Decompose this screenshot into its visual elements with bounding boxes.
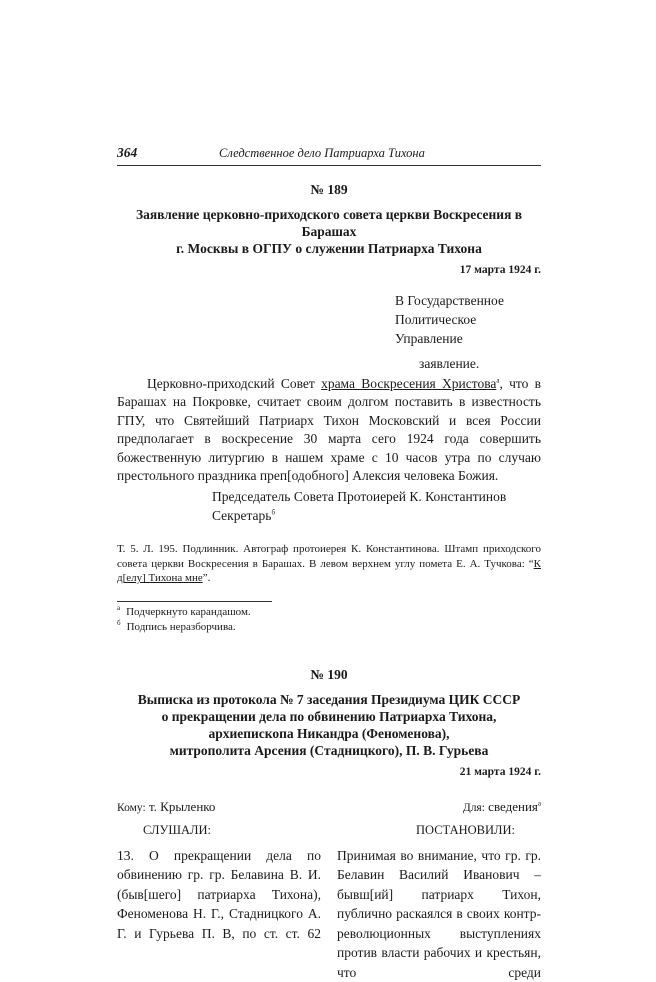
running-head <box>117 145 541 166</box>
archival-note: Т. 5. Л. 195. Подлинник. Автограф протоиерея К. Константинова. Штамп приходского совета церкви Воскресения в Барашах. В левом верхнем углу помета Е. А. Тучкова: “К д[елу] Тихона мне”. <box>117 543 541 585</box>
document-date: 17 марта 1924 г. <box>459 264 541 276</box>
title-line: о прекращении дела по обвинению Патриарха Тихона, <box>161 708 497 724</box>
title-line: Заявление церковно-приходского совета церкви Воскресения в Барашах <box>135 207 523 239</box>
addressee-line: В Государственное <box>395 293 504 308</box>
purpose: Для: сведения$^а$ <box>462 798 541 814</box>
signature-secretary: Секретарь$^б$ <box>212 508 275 524</box>
footnotes <box>117 605 541 635</box>
document-title <box>117 206 541 257</box>
body-prefix: Церковно-приходский Совет <box>147 376 322 391</box>
document-title <box>117 691 541 759</box>
footnote-divider <box>117 601 272 602</box>
signatures <box>212 487 541 525</box>
annotation-quote: К д[елу] Тихона мне <box>117 557 541 585</box>
signature-chairman: Председатель Совета Протоиерей К. Константинов <box>212 489 507 505</box>
column-header-resolved: ПОСТАНОВИЛИ: <box>416 822 515 837</box>
addressee-line: Политическое Управление <box>395 312 477 346</box>
footnote-marker: а <box>537 799 541 808</box>
addressee <box>395 291 541 348</box>
footnote: $^б$ Подпись неразборчива. <box>117 619 236 633</box>
recipient: Кому: т. Крыленко <box>117 798 216 814</box>
title-line: архиепископа Никандра (Феноменова), <box>208 725 450 741</box>
protocol-columns <box>117 846 541 982</box>
footnote: $^а$ Подчеркнуто карандашом. <box>117 604 251 618</box>
column-header-heard: СЛУШАЛИ: <box>143 822 211 837</box>
statement-label: заявление. <box>419 356 480 371</box>
title-line: митрополита Арсения (Стадницкого), П. В. Гурьева <box>169 742 489 758</box>
column-resolved-text: Принимая во внимание, что гр. гр. Белавин Василий Иванович – бывш[ий] патриарх Тихон, публично раскаялся в своих контр-революционных выступлениях против власти рабочих и крестьян, что среди <box>337 847 541 980</box>
column-heard-text: 13. О прекращении дела по обвинению гр. гр. Белавина В. И. (быв[шего] патриарха Тихона), Феноменова Н. Г., Стадницкого А. Г. и Гурьева П. В, по ст. ст. 62 <box>117 847 321 941</box>
document-number: № 190 <box>310 666 348 682</box>
title-line: Выписка из протокола № 7 заседания Президиума ЦИК СССР <box>137 691 521 707</box>
body-rest: , что в Барашах на Покровке, считает своим долгом поставить в известность ГПУ, что Святейший Патриарх Тихон Московский и всея России предполагает в воскресение 30 марта сего 1924 года совершить божественную литургию в нашем храме с 10 часов утра по случаю престольного праздника преп[одобного] Алексия человека Божия. <box>117 376 541 484</box>
title-line: г. Москвы в ОГПУ о служении Патриарха Тихона <box>176 241 482 256</box>
footnote-marker: а <box>496 376 500 385</box>
document-190 <box>117 667 541 982</box>
column-headers <box>117 823 541 838</box>
document-date: 21 марта 1924 г. <box>459 765 541 778</box>
running-title: Следственное дело Патриарха Тихона <box>219 146 425 160</box>
page-number: 364 <box>117 145 138 160</box>
document-189 <box>117 182 541 635</box>
footnote-marker: б <box>271 508 275 517</box>
underlined-phrase: храма Воскресения Христова <box>321 376 497 391</box>
statement-body <box>117 375 541 485</box>
document-number: № 189 <box>310 182 348 197</box>
document-page <box>117 145 541 982</box>
routing-row <box>117 799 541 815</box>
